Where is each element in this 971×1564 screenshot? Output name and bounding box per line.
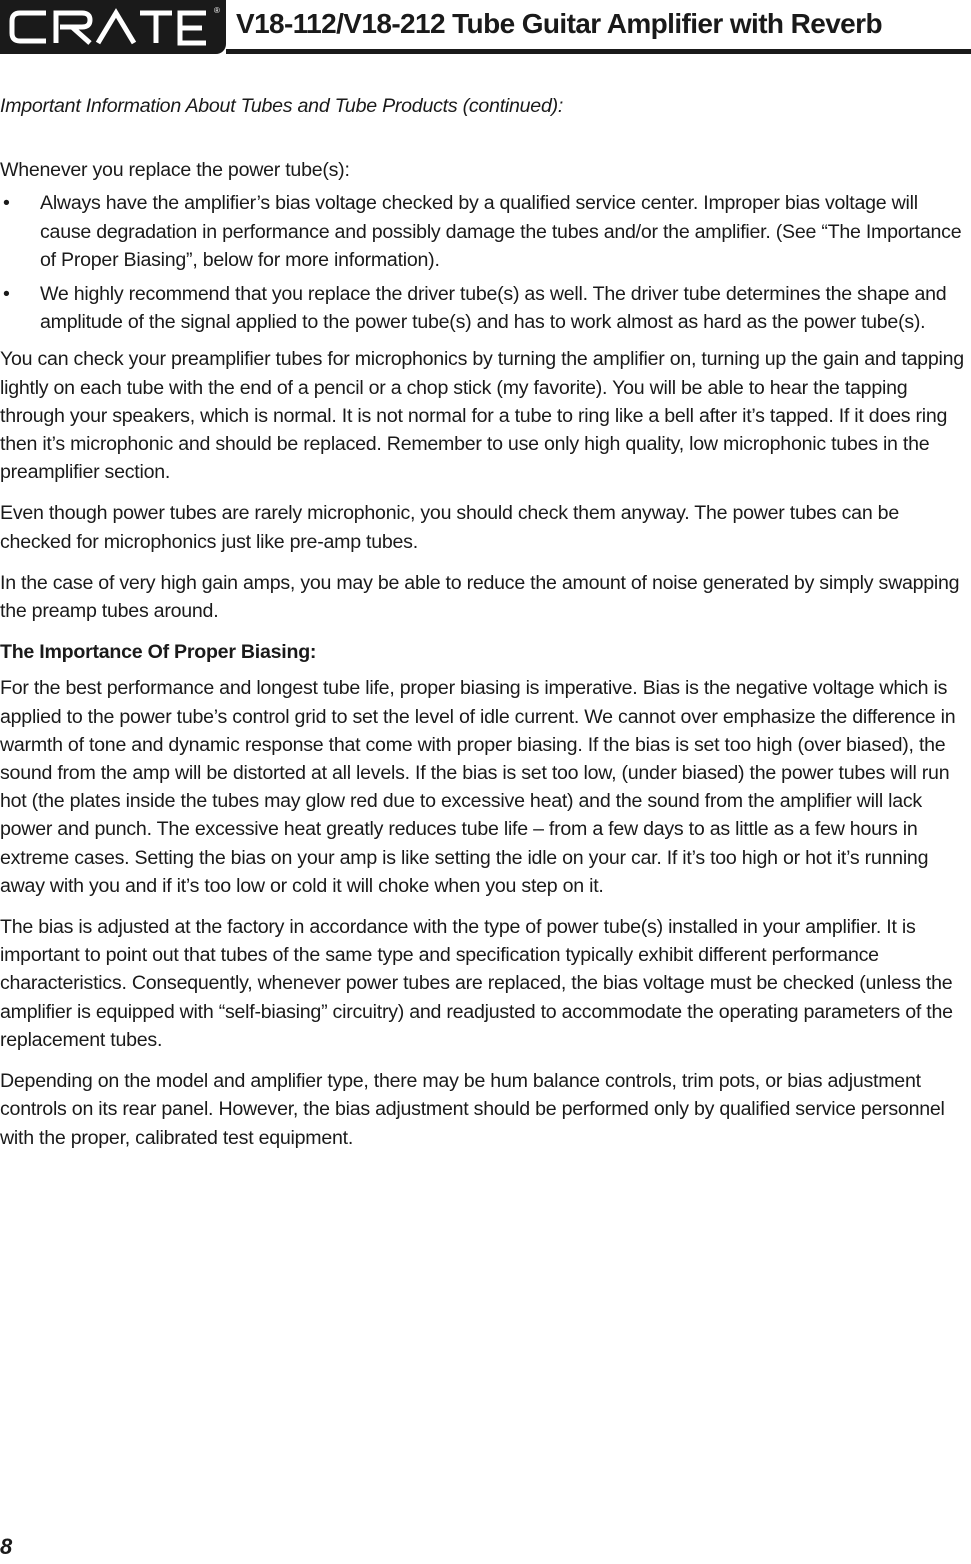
- page-number: 8: [0, 1534, 13, 1559]
- registered-mark: ®: [214, 6, 220, 15]
- paragraph: Depending on the model and amplifier type, there may be hum balance controls, trim pots, or bias adjustment controls on its rear panel. However, the bias adjustment should be performed only by qualified service personnel with the proper, calibrated test equipment.: [0, 1070, 945, 1149]
- paragraph: For the best performance and longest tube life, proper biasing is imperative. Bias is the negative voltage which is applied to the power tube’s control grid to set the level of idle current. We cannot over emphasize the difference in warmth of tone and dynamic response that come with proper biasing. If the bias is set too high (over biased), the sound from the amp will be distorted at all levels. If the bias is set too low, (under biased) the power tubes will run hot (the plates inside the tubes may glow red due to excessive heat) and the sound from the amplifier will lack power and punch. The excessive heat greatly reduces tube life – from a few days to as little as a few hours in extreme cases. Setting the bias on your amp is like setting the idle on your car. If it’s too high or hot it’s running away with you and if it’s too low or cold it will choke when you step on it.: [0, 677, 956, 897]
- list-item: [0, 189, 966, 274]
- bullet-icon: •: [3, 283, 10, 306]
- crate-logo: [0, 0, 226, 54]
- paragraph: Even though power tubes are rarely microphonic, you should check them anyway. The power tubes can be checked for microphonics just like pre-amp tubes.: [0, 502, 899, 553]
- section-heading: The Importance Of Proper Biasing:: [0, 641, 317, 664]
- paragraph: The bias is adjusted at the factory in accordance with the type of power tube(s) installed in your amplifier. It is important to point out that tubes of the same type and specification typically exhibit different performance characteristics. Consequently, whenever power tubes are replaced, the bias voltage must be checked (unless the amplifier is equipped with “self-biasing” circuitry) and readjusted to accommodate the operating parameters of the replacement tubes.: [0, 916, 953, 1051]
- intro-text: Whenever you replace the power tube(s):: [0, 159, 350, 182]
- document-title: V18-112/V18-212 Tube Guitar Amplifier with Reverb: [236, 8, 882, 39]
- page-content: [0, 92, 966, 1165]
- paragraph: You can check your preamplifier tubes for microphonics by turning the amplifier on, turning up the gain and tapping lightly on each tube with the end of a pencil or a chop stick (my favorite). You will be able to hear the tapping through your speakers, which is normal. It is not normal for a tube to ring like a bell after it’s tapped. If it does ring then it’s microphonic and should be replaced. Remember to use only high quality, low microphonic tubes in the preamplifier section.: [0, 348, 964, 484]
- paragraph: In the case of very high gain amps, you may be able to reduce the amount of noise generated by simply swapping the preamp tubes around.: [0, 571, 960, 623]
- page-header: [0, 0, 971, 56]
- section-subtitle: Important Information About Tubes and Tube Products (continued):: [0, 95, 564, 117]
- bullet-list: [0, 189, 966, 336]
- bullet-icon: •: [3, 192, 10, 215]
- bullet-text: We highly recommend that you replace the driver tube(s) as well. The driver tube determines the shape and amplitude of the signal applied to the power tube(s) and has to work almost as hard as the power tube(s).: [40, 283, 947, 334]
- bullet-text: Always have the amplifier’s bias voltage checked by a qualified service center. Improper bias voltage will cause degradation in performance and possibly damage the tubes and/or the amplifier. (See “The Importance of Proper Biasing”, below for more information).: [40, 192, 962, 271]
- list-item: [0, 280, 966, 336]
- crate-logo-mark: [6, 6, 212, 48]
- header-rule: [226, 49, 971, 54]
